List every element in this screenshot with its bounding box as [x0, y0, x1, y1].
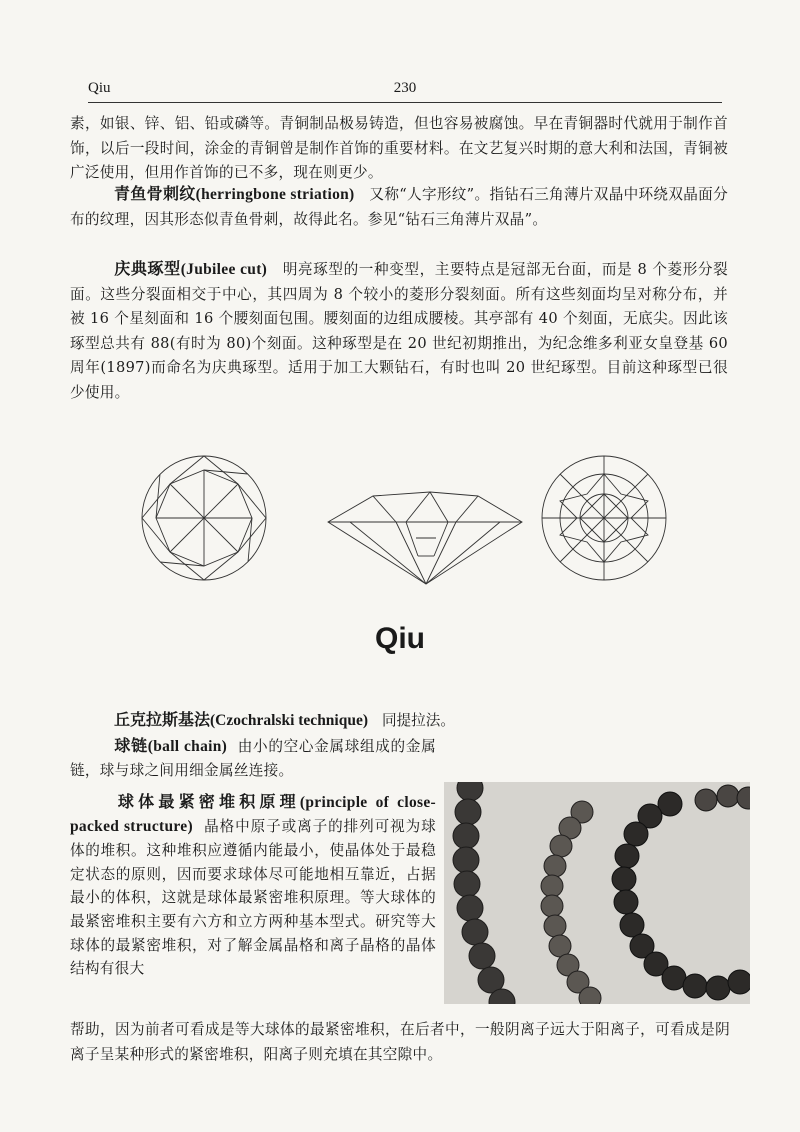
entry-czochralski — [70, 708, 730, 733]
side-view-diagram — [328, 492, 522, 584]
entry-close-packed — [70, 790, 436, 981]
entry-english: (herringbone striation) — [195, 186, 355, 203]
entry-herringbone — [70, 182, 728, 232]
left-column-entries — [70, 734, 436, 981]
entry-text: 晶格中原子或离子的排列可视为球体的堆积。这种堆积应遵循内能最小，使晶体处于最稳定状态的原则，因而要求球体尽可能地相互靠近，占据最小的体积，这就是球体最紧密堆积原理。等大球体的最紧密堆积主要有六方和立方两种基本型式。研究等大球体的最紧密堆积，对了解金属晶格和离子晶格的晶体结构有很大 — [70, 818, 436, 978]
entry-text: 明亮琢型的一种变型，主要特点是冠部无台面，而是 8 个菱形分裂面。这些分裂面相交于中心，其四周为 8 个较小的菱形分裂刻面。所有这些刻面均呈对称分布，并被 16 个星刻面和 16 个腰刻面包围。腰刻面的边组成腰棱。其亭部有 40 个刻面，无底尖。因此该琢型总共有 88(有时为 80)个刻面。这种琢型是在 20 世纪初期推出，为纪念维多利亚女皇登基 60 周年(1897)而命名为庆典琢型。适用于加工大颗钻石，有时也叫 20 世纪琢型。目前这种琢型已很少使用。 — [70, 261, 728, 401]
close-packed-continuation — [70, 1018, 730, 1067]
running-title: Qiu — [88, 80, 111, 96]
entry-term: 青鱼骨刺纹 — [114, 184, 196, 203]
entry-term: 庆典琢型 — [114, 259, 181, 278]
entry-term: 球体最紧密堆积原理 — [114, 792, 300, 812]
paragraph-text: 素，如银、锌、铝、铅或磷等。青铜制品极易铸造，但也容易被腐蚀。早在青铜器时代就用于制作首饰，以后一段时间，涂金的青铜曾是制作首饰的重要材料。在文艺复兴时期的意大利和法国，青铜被广泛使用，但用作首饰的已不多，现在则更少。 — [70, 115, 728, 181]
entry-text-continued: 帮助，因为前者可看成是等大球体的最紧密堆积，在后者中，一般阴离子远大于阳离子，可看成是阴离子呈某种形式的紧密堆积，阳离子则充填在其空隙中。 — [70, 1021, 730, 1063]
entry-english: (ball chain) — [147, 738, 228, 755]
entry-english: (Czochralski technique) — [210, 712, 369, 729]
entry-english: (Jubilee cut) — [180, 261, 268, 278]
section-heading: Qiu — [375, 622, 425, 655]
ball-chain-photo — [444, 782, 750, 1004]
entry-english: (principle of close-packed structure) — [70, 794, 436, 836]
running-header — [88, 80, 722, 103]
pavilion-view-diagram — [542, 456, 666, 580]
entry-jubilee — [70, 257, 728, 405]
entry-term: 球链 — [114, 736, 148, 755]
page-number: 230 — [393, 80, 417, 96]
jubilee-cut-diagrams — [138, 452, 678, 588]
entry-text: 由小的空心金属球组成的金属链，球与球之间用细金属丝连接。 — [70, 738, 436, 779]
entry-text: 同提拉法。 — [381, 712, 455, 729]
entry-ball-chain — [70, 734, 436, 782]
spacer — [70, 782, 436, 790]
bronze-continuation-paragraph — [70, 112, 728, 186]
entry-term: 丘克拉斯基法 — [114, 710, 211, 729]
entry-text: 又称“人字形纹”。指钻石三角薄片双晶中环绕双晶面分布的纹理，因其形态似青鱼骨刺，故得此名。参见“钻石三角薄片双晶”。 — [70, 186, 728, 228]
crown-view-diagram — [142, 456, 266, 580]
